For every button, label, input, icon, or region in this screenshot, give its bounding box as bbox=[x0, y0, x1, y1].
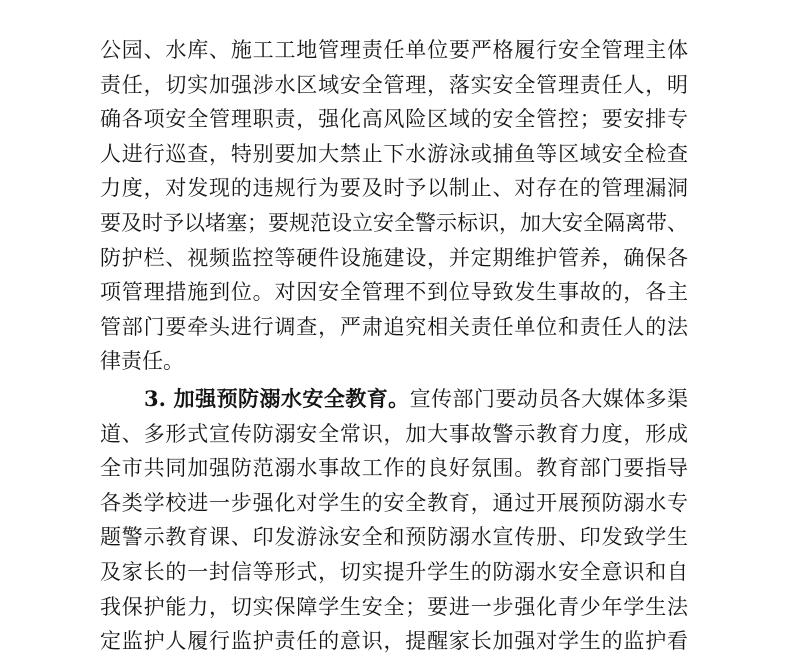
text-line: 律责任。 bbox=[100, 349, 184, 374]
text-line: 管部门要牵头进行调查，严肃追究相关责任单位和责任人的法 bbox=[100, 314, 688, 339]
document-body bbox=[100, 33, 688, 659]
text-line: 定监护人履行监护责任的意识，提醒家长加强对学生的监护看 bbox=[100, 629, 688, 654]
paragraph-responsibility bbox=[100, 33, 688, 379]
text-span: 宣传部门要动员各大媒体多渠 bbox=[409, 386, 689, 411]
text-line: 防护栏、视频监控等硬件设施建设，并定期维护管养，确保各 bbox=[100, 245, 688, 270]
section-heading: 3. 加强预防溺水安全教育。 bbox=[144, 385, 410, 411]
text-line: 公园、水库、施工工地管理责任单位要严格履行安全管理主体 bbox=[100, 38, 688, 62]
text-line: 责任，切实加强涉水区域安全管理，落实安全管理责任人，明 bbox=[100, 72, 688, 97]
text-line: 全市共同加强防范溺水事故工作的良好氛围。教育部门要指导 bbox=[100, 456, 688, 481]
text-line: 要及时予以堵塞；要规范设立安全警示标识，加大安全隔离带、 bbox=[100, 210, 688, 235]
text-line: 题警示教育课、印发游泳安全和预防溺水宣传册、印发致学生 bbox=[100, 525, 688, 550]
text-line: 道、多形式宣传防溺安全常识，加大事故警示教育力度，形成 bbox=[100, 421, 688, 446]
text-line: 我保护能力，切实保障学生安全；要进一步强化青少年学生法 bbox=[100, 594, 688, 619]
text-line bbox=[100, 382, 688, 417]
paragraph-education bbox=[100, 382, 688, 659]
text-line: 力度，对发现的违规行为要及时予以制止、对存在的管理漏洞 bbox=[100, 176, 688, 201]
text-line: 及家长的一封信等形式，切实提升学生的防溺水安全意识和自 bbox=[100, 559, 688, 584]
text-line: 人进行巡查，特别要加大禁止下水游泳或捕鱼等区域安全检查 bbox=[100, 141, 688, 166]
text-line: 各类学校进一步强化对学生的安全教育，通过开展预防溺水专 bbox=[100, 490, 688, 515]
text-line: 项管理措施到位。对因安全管理不到位导致发生事故的，各主 bbox=[100, 280, 688, 305]
text-line: 确各项安全管理职责，强化高风险区域的安全管控；要安排专 bbox=[100, 107, 688, 132]
